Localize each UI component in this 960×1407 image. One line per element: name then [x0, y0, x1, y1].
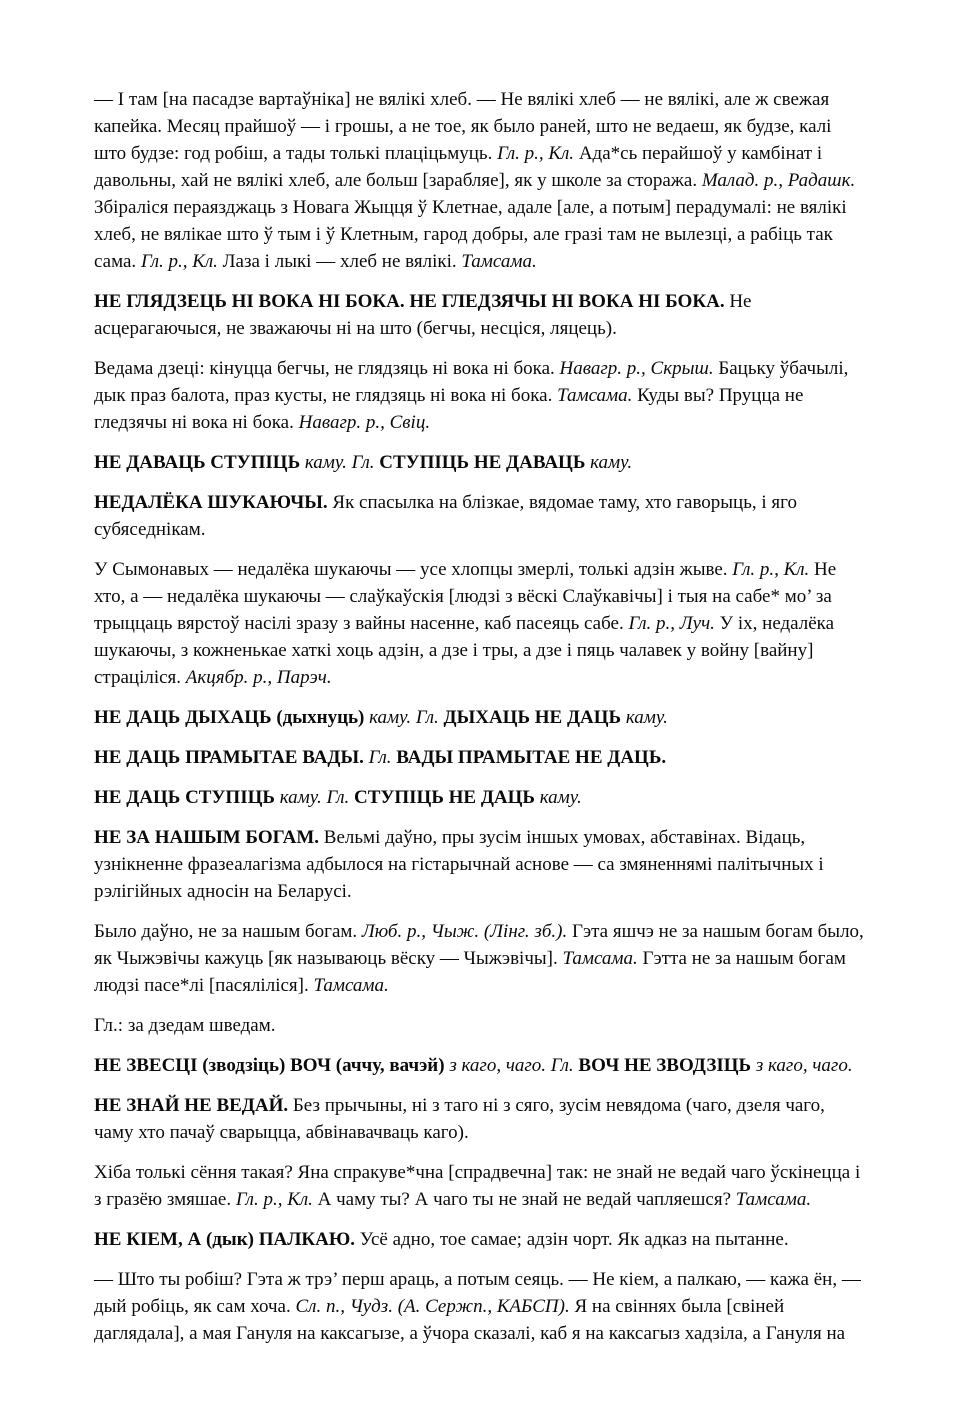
body-text: Ада*сь перайшоў у камбінат і давольны, хай не вялікі хлеб, але больш [зарабляе], як у школе за стоража.: [94, 143, 823, 191]
source-reference: Гл. р., Луч.: [628, 613, 715, 634]
source-reference: Малад. р., Радашк.: [701, 170, 856, 191]
headword-text: НЕ КІЕМ, А (дык) ПАЛКАЮ.: [94, 1229, 356, 1250]
paragraph: [94, 449, 866, 476]
source-reference: Гл. р., Кл.: [497, 143, 575, 164]
source-reference: каму.: [534, 787, 582, 808]
source-reference: каму.: [621, 707, 668, 728]
body-text: Я на свіннях была [свіней даглядала], а мая Гануля на каксагызе, а ўчора сказалі, каб я на каксагыз хадзіла, а Гануля на: [94, 1296, 846, 1344]
source-reference: каму.: [585, 452, 633, 473]
source-reference: Навагр. р., Свіц.: [298, 412, 431, 433]
source-reference: Навагр. р., Скрыш.: [559, 358, 714, 379]
paragraph: [94, 86, 866, 275]
body-text: Куды вы? Пруцца не гледзячы ні вока ні бока.: [94, 385, 804, 433]
body-text: У Сымонавых — недалёка шукаючы — усе хлопцы змерлі, толькі адзін жыве.: [94, 559, 733, 580]
source-reference: Тамсама.: [461, 251, 537, 272]
headword-text: СТУПІЦЬ НЕ ДАЦЬ: [349, 787, 535, 808]
body-text: Лаза і лыкі — хлеб не вялікі.: [217, 251, 462, 272]
headword-text: НЕ ДАЦЬ ПРАМЫТАЕ ВАДЫ.: [94, 747, 364, 768]
headword-text: НЕДАЛЁКА ШУКАЮЧЫ.: [94, 492, 328, 513]
headword-text: НЕ ГЛЯДЗЕЦЬ НІ ВОКА НІ БОКА. НЕ ГЛЕДЗЯЧЫ НІ ВОКА НІ БОКА.: [94, 291, 725, 312]
paragraph: [94, 288, 866, 342]
document-body: [94, 86, 866, 1347]
paragraph: [94, 1012, 866, 1039]
source-reference: Гл. р., Кл.: [235, 1189, 313, 1210]
source-reference: Тамсама.: [735, 1189, 812, 1210]
paragraph: [94, 1266, 866, 1347]
headword-text: ВОЧ НЕ ЗВОДЗІЦЬ: [573, 1055, 752, 1076]
headword-text: НЕ ДАЦЬ СТУПІЦЬ: [94, 787, 275, 808]
source-reference: Люб. р., Чыж. (Лінг. зб.).: [361, 921, 568, 942]
source-reference: Тамсама.: [557, 385, 633, 406]
source-reference: Сл. п., Чудз. (А. Сержп., КАБСП).: [295, 1296, 570, 1317]
paragraph: [94, 556, 866, 691]
source-reference: Акцябр. р., Парэч.: [185, 667, 332, 688]
headword-text: НЕ ДАВАЦЬ СТУПІЦЬ: [94, 452, 301, 473]
source-reference: Гл. р., Кл.: [140, 251, 218, 272]
paragraph: [94, 824, 866, 905]
source-reference: каму. Гл.: [364, 707, 439, 728]
headword-text: ВАДЫ ПРАМЫТАЕ НЕ ДАЦЬ.: [391, 747, 667, 768]
body-text: У іх, недалёка шукаючы, з кожненькае хаткі хоць адзін, а дзе і тры, а дзе і пяць чалавек у войну [вайну] страціліся.: [94, 613, 835, 688]
paragraph: [94, 1092, 866, 1146]
headword-text: НЕ ДАЦЬ ДЫХАЦЬ (дыхнуць): [94, 707, 365, 728]
body-text: Гэтта не за нашым богам людзі пасе*лі [пасяліліся].: [94, 948, 846, 996]
body-text: Як спасылка на блізкае, вядомае таму, хто гаворыць, і яго субяседнікам.: [94, 492, 797, 540]
source-reference: Гл. р., Кл.: [732, 559, 810, 580]
body-text: Не хто, а — недалёка шукаючы — слаўкаўскія [людзі з вёскі Слаўкавічы] і тыя на сабе* мо’ за трыццаць вярстоў насілі зразу з вайны насенне, каб пасеяць сабе.: [94, 559, 837, 634]
headword-text: НЕ ЗНАЙ НЕ ВЕДАЙ.: [94, 1095, 289, 1116]
source-reference: Тамсама.: [562, 948, 638, 969]
paragraph: [94, 489, 866, 543]
body-text: Гл.: за дзедам шведам.: [94, 1015, 276, 1036]
paragraph: [94, 784, 866, 811]
paragraph: [94, 704, 866, 731]
paragraph: [94, 918, 866, 999]
source-reference: Гл.: [363, 747, 392, 768]
source-reference: з каго, чаго.: [751, 1055, 853, 1076]
source-reference: каму. Гл.: [274, 787, 350, 808]
paragraph: [94, 744, 866, 771]
body-text: А чаму ты? А чаго ты не знай не ведай чапляешся?: [312, 1189, 736, 1210]
headword-text: СТУПІЦЬ НЕ ДАВАЦЬ: [374, 452, 586, 473]
body-text: Вельмі даўно, пры зусім іншых умовах, абставінах. Відаць, узнікненне фразеалагізма адбылося на гістарычнай аснове — са змяненнямі палітычных і рэлігійных адносін на Беларусі.: [94, 827, 824, 902]
paragraph: [94, 1052, 866, 1079]
headword-text: НЕ ЗА НАШЫМ БОГАМ.: [94, 827, 320, 848]
body-text: Збіраліся пераязджаць з Новага Жыцця ў Клетнае, адале [але, а потым] перадумалі: не вялікі хлеб, не вялікае што ў тым і ў Клетным, гарод добры, але гразі там не вылезці, а рабіць так сама.: [94, 197, 847, 272]
headword-text: НЕ ЗВЕСЦІ (зводзіць) ВОЧ (аччу, вачэй): [94, 1055, 445, 1076]
source-reference: каму. Гл.: [300, 452, 375, 473]
body-text: — І там [на пасадзе вартаўніка] не вялікі хлеб. — Не вялікі хлеб — не вялікі, але ж свежая капейка. Месяц прайшоў — і грошы, а не тое, як было раней, што не ведаеш, як будзе, калі што будзе: год робіш, а тады толькі плаціцьмуць.: [94, 89, 832, 164]
source-reference: Тамсама.: [313, 975, 389, 996]
source-reference: з каго, чаго. Гл.: [444, 1055, 574, 1076]
paragraph: [94, 1226, 866, 1253]
headword-text: ДЫХАЦЬ НЕ ДАЦЬ: [438, 707, 622, 728]
body-text: — Што ты робіш? Гэта ж трэ’ перш араць, а потым сеяць. — Не кіем, а палкаю, — кажа ён, — дый робіць, як сам хоча.: [94, 1269, 861, 1317]
paragraph: [94, 355, 866, 436]
body-text: Не асцерагаючыся, не зважаючы ні на што (бегчы, несціся, ляцець).: [94, 291, 752, 339]
body-text: Бацьку ўбачылі, дык праз балота, праз кусты, не глядзяць ні вока ні бока.: [94, 358, 849, 406]
body-text: Было даўно, не за нашым богам.: [94, 921, 362, 942]
body-text: Ведама дзеці: кінуцца бегчы, не глядзяць ні вока ні бока.: [94, 358, 560, 379]
paragraph: [94, 1159, 866, 1213]
body-text: Усё адно, тое самае; адзін чорт. Як адказ на пытанне.: [355, 1229, 789, 1250]
body-text: Без прычыны, ні з таго ні з сяго, зусім невядома (чаго, дзеля чаго, чаму хто пачаў сварыцца, абвінавачваць каго).: [94, 1095, 825, 1143]
body-text: Хіба толькі сёння такая? Яна спракуве*чна [спрадвечна] так: не знай не ведай чаго ўскінецца і з гразёю змяшае.: [94, 1162, 861, 1210]
body-text: Гэта яшчэ не за нашым богам было, як Чыжэвічы кажуць [як называюць вёску — Чыжэвічы].: [94, 921, 864, 969]
